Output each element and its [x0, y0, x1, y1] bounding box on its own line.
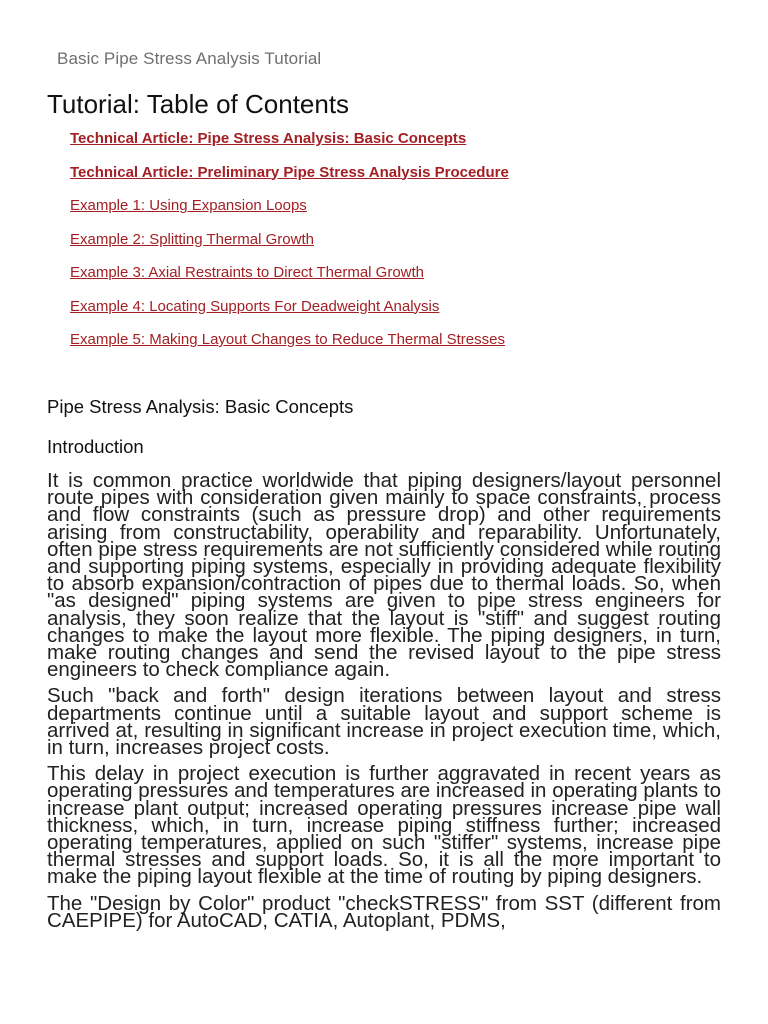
- toc-link-example-2[interactable]: Example 2: Splitting Thermal Growth: [70, 230, 314, 248]
- toc-item: [70, 163, 509, 197]
- toc-item: [70, 263, 509, 297]
- document-header-title: Basic Pipe Stress Analysis Tutorial: [57, 49, 322, 68]
- toc-link-basic-concepts[interactable]: Technical Article: Pipe Stress Analysis: Basic Concepts: [70, 130, 467, 147]
- article-body: [47, 472, 721, 990]
- section-title: Pipe Stress Analysis: Basic Concepts: [47, 396, 354, 417]
- paragraph: Such "back and forth" design iterations between layout and stress departments continue until a suitable layout and support scheme is arrived at, resulting in significant increase in project execution time, which, in turn, increases project costs.: [47, 684, 721, 760]
- toc-link-example-1[interactable]: Example 1: Using Expansion Loops: [70, 197, 307, 214]
- toc-link-preliminary-procedure[interactable]: Technical Article: Preliminary Pipe Stress Analysis Procedure: [70, 163, 509, 181]
- subsection-title: Introduction: [47, 436, 144, 457]
- toc-link-example-3[interactable]: Example 3: Axial Restraints to Direct Thermal Growth: [70, 264, 425, 281]
- toc-item: [70, 196, 509, 230]
- toc-item: [70, 230, 509, 264]
- toc-item: [70, 129, 509, 163]
- toc-title: Tutorial: Table of Contents: [47, 89, 350, 119]
- paragraph: This delay in project execution is further aggravated in recent years as operating pressures and temperatures are increased in operating plants to increase plant output; increased operating pressures increase pipe wall thickness, which, in turn, increase piping stiffness further; increased operating temperatures, applied on such "stiffer" systems, increase pipe thermal stresses and support loads. So, it is all the more important to make the piping layout flexible at the time of routing by piping designers.: [47, 762, 721, 889]
- toc-list: [70, 129, 509, 364]
- toc-link-example-5[interactable]: Example 5: Making Layout Changes to Reduce Thermal Stresses: [70, 331, 505, 348]
- toc-item: [70, 297, 509, 331]
- toc-item: [70, 330, 509, 364]
- paragraph: It is common practice worldwide that piping designers/layout personnel route pipes with consideration given mainly to space constraints, process and flow constraints (such as pressure drop) and other requirements arising from constructability, operability and reparability. Unfortunately, often pipe stress requirements are not sufficiently considered while routing and supporting piping systems, especially in providing adequate flexibility to absorb expansion/contraction of pipes due to thermal loads. So, when "as designed" piping systems are given to pipe stress engineers for analysis, they soon realize that the layout is "stiff" and suggest routing changes to make the layout more flexible. The piping designers, in turn, make routing changes and send the revised layout to the pipe stress engineers to check compliance again.: [47, 472, 721, 682]
- toc-link-example-4[interactable]: Example 4: Locating Supports For Deadweight Analysis: [70, 297, 440, 315]
- paragraph: The "Design by Color" product "checkSTRESS" from SST (different from CAEPIPE) for AutoCAD, CATIA, Autoplant, PDMS,: [47, 891, 721, 932]
